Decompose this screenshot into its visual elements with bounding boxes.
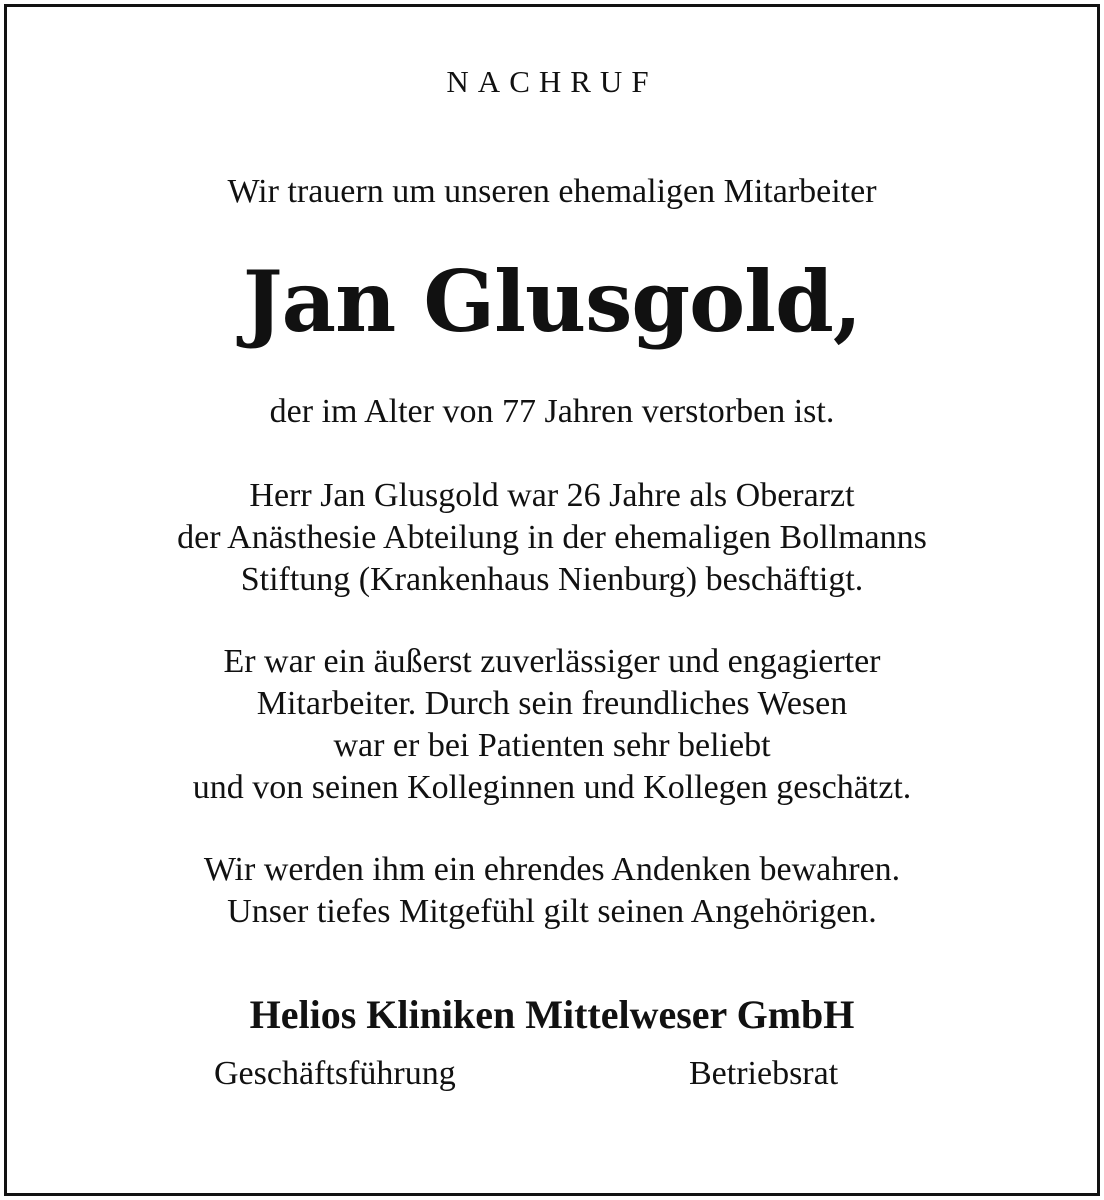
paragraph-career: [0, 475, 1104, 601]
paragraph-character: [0, 641, 1104, 809]
paragraph-line: Stiftung (Krankenhaus Nienburg) beschäftigt.: [240, 561, 864, 598]
paragraph-line: Herr Jan Glusgold war 26 Jahre als Oberarzt: [249, 477, 855, 514]
paragraph-line: Mitarbeiter. Durch sein freundliches Wesen: [256, 685, 848, 722]
paragraph-line: der Anästhesie Abteilung in der ehemaligen Bollmanns: [177, 519, 927, 556]
paragraph-line: Wir werden ihm ein ehrendes Andenken bewahren.: [203, 851, 901, 888]
paragraph-line: und von seinen Kolleginnen und Kollegen geschätzt.: [192, 769, 912, 806]
organization-name: Helios Kliniken Mittelweser GmbH: [249, 992, 855, 1037]
paragraph-remembrance: [0, 849, 1104, 933]
paragraph-line: Er war ein äußerst zuverlässiger und engagierter: [223, 643, 881, 680]
intro-line: Wir trauern um unseren ehemaligen Mitarbeiter: [227, 173, 877, 210]
paragraph-line: war er bei Patienten sehr beliebt: [333, 727, 771, 764]
signatory-works-council: Betriebsrat: [689, 1055, 839, 1092]
age-line: der im Alter von 77 Jahren verstorben ist.: [269, 393, 835, 430]
notice-heading: NACHRUF: [446, 64, 658, 99]
paragraph-line: Unser tiefes Mitgefühl gilt seinen Angehörigen.: [227, 893, 877, 930]
deceased-name: Jan Glusgold,: [242, 252, 862, 351]
signatory-management: Geschäftsführung: [214, 1055, 456, 1092]
